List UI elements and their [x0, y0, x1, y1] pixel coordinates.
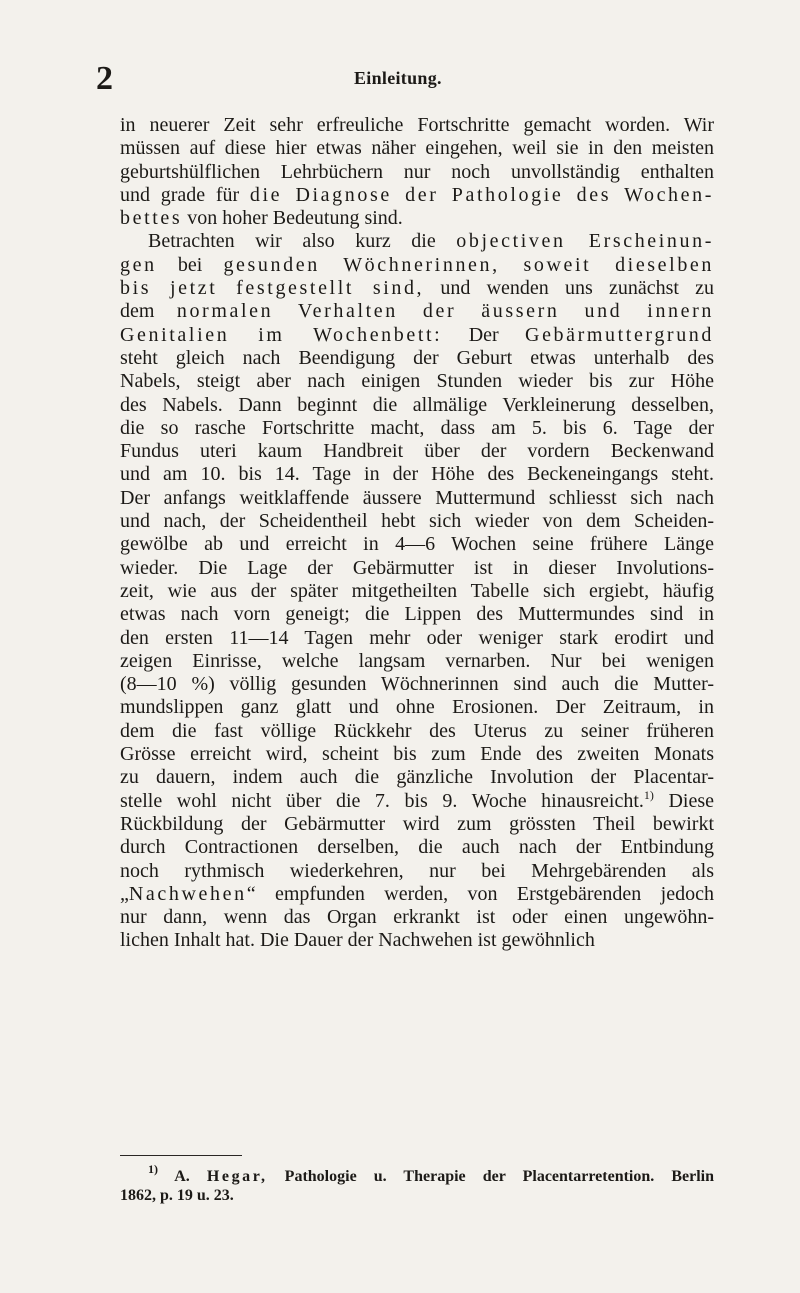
- text-line: [120, 137, 714, 160]
- text-segment: und wenden uns zunächst zu: [424, 277, 714, 300]
- text-segment: A.: [158, 1168, 207, 1185]
- text-segment: gewölbe ab und erreicht in 4—6 Wochen seine frühere Länge: [120, 533, 714, 556]
- text-line: [120, 696, 714, 719]
- text-line: [120, 487, 714, 510]
- text-line: [120, 417, 714, 440]
- text-line: [120, 836, 714, 859]
- text-segment: zeit, wie aus der später mitgetheilten Tabelle sich ergiebt, häufig: [120, 579, 714, 602]
- text-segment: zeigen Einrisse, welche langsam vernarben. Nur bei wenigen: [120, 649, 714, 672]
- text-segment: und nach, der Scheidentheil hebt sich wieder von dem Scheiden-: [120, 510, 714, 533]
- text-segment: Der anfangs weitklaffende äussere Muttermund schliesst sich nach: [120, 486, 714, 509]
- text-line: [120, 906, 714, 929]
- text-line: [120, 720, 714, 743]
- running-head: Einleitung.: [354, 68, 442, 88]
- text-line: [120, 673, 714, 696]
- paragraph: [120, 114, 714, 230]
- emphasis-text: Genitalien im Wochenbett:: [120, 323, 443, 346]
- text-line: [120, 463, 714, 486]
- text-line: [120, 787, 714, 813]
- text-line: [120, 813, 714, 836]
- text-segment: bei: [156, 253, 224, 276]
- text-line: [120, 440, 714, 463]
- emphasis-text: objectiven Erscheinun-: [456, 230, 714, 253]
- text-segment: stelle wohl nicht über die 7. bis 9. Woche hinausreicht.: [120, 789, 644, 812]
- text-line: [120, 766, 714, 789]
- text-line: [120, 603, 714, 626]
- footnote-line: [120, 1187, 714, 1206]
- text-segment: etwas nach vorn geneigt; die Lippen des Muttermundes sind in: [120, 603, 714, 626]
- text-segment: den ersten 11—14 Tagen mehr oder weniger stark erodirt und: [120, 626, 714, 649]
- text-line: [120, 860, 714, 883]
- text-segment: “ empfunden werden, von Erstgebärenden jedoch: [246, 882, 714, 905]
- text-line: [120, 207, 714, 230]
- text-segment: dem die fast völlige Rückkehr des Uterus zu seiner früheren: [120, 719, 714, 742]
- text-segment: nur dann, wenn das Organ erkrankt ist oder einen ungewöhn-: [120, 906, 714, 929]
- text-segment: steht gleich nach Beendigung der Geburt etwas unterhalb des: [120, 346, 714, 369]
- emphasis-text: gesunden Wöchnerinnen, soweit dieselben: [223, 253, 714, 276]
- emphasis-text: Nachwehen: [128, 882, 247, 905]
- text-line: [120, 277, 714, 300]
- text-line: [120, 533, 714, 556]
- emphasis-text: Hegar,: [206, 1168, 268, 1185]
- page-header: [0, 60, 800, 97]
- text-segment: Grösse erreicht wird, scheint bis zum Ende des zweiten Monats: [120, 743, 714, 766]
- text-segment: „: [120, 882, 129, 905]
- text-segment: 1862, p. 19 u. 23.: [120, 1186, 234, 1204]
- emphasis-text: bis jetzt festgestellt sind,: [120, 277, 425, 300]
- text-segment: müssen auf diese hier etwas näher eingehen, weil sie in den meisten: [120, 137, 714, 160]
- text-line: [120, 370, 714, 393]
- text-line: [120, 627, 714, 650]
- footnote-divider: [120, 1155, 242, 1156]
- emphasis-text: Gebärmuttergrund: [525, 323, 714, 346]
- text-line: [120, 650, 714, 673]
- text-line: [120, 883, 714, 906]
- text-line: [120, 230, 714, 253]
- text-segment: Betrachten wir also kurz die: [148, 230, 457, 253]
- text-segment: und grade für: [120, 183, 250, 206]
- text-segment: lichen Inhalt hat. Die Dauer der Nachwehen ist gewöhnlich: [120, 929, 595, 952]
- text-line: [120, 929, 714, 952]
- text-segment: die so rasche Fortschritte macht, dass am 5. bis 6. Tage der: [120, 416, 714, 439]
- text-line: [120, 743, 714, 766]
- emphasis-text: bettes: [120, 207, 183, 230]
- text-segment: des Nabels. Dann beginnt die allmälige Verkleinerung desselben,: [120, 393, 714, 416]
- text-line: [120, 184, 714, 207]
- footnote-marker: 1): [148, 1162, 158, 1176]
- body-text: [120, 114, 714, 953]
- text-segment: mundslippen ganz glatt und ohne Erosionen. Der Zeitraum, in: [120, 696, 714, 719]
- text-segment: und am 10. bis 14. Tage in der Höhe des Beckeneingangs steht.: [120, 463, 714, 486]
- text-segment: Fundus uteri kaum Handbreit über der vordern Beckenwand: [120, 440, 714, 463]
- text-segment: durch Contractionen derselben, die auch nach der Entbindung: [120, 836, 714, 859]
- text-line: [120, 254, 714, 277]
- emphasis-text: gen: [120, 253, 157, 276]
- footnote-line: [120, 1162, 715, 1187]
- text-line: [120, 394, 714, 417]
- text-line: [120, 510, 714, 533]
- page-number: 2: [96, 60, 113, 97]
- emphasis-text: normalen Verhalten der äussern und innern: [176, 300, 714, 323]
- text-line: [120, 557, 714, 580]
- text-segment: Pathologie u. Therapie der Placentarretention. Berlin: [267, 1168, 715, 1185]
- text-segment: geburtshülflichen Lehrbüchern nur noch unvollständig enthalten: [120, 160, 714, 183]
- footnote-marker: 1): [643, 787, 654, 802]
- text-segment: Nabels, steigt aber nach einigen Stunden wieder bis zur Höhe: [120, 370, 714, 393]
- text-segment: (8—10 %) völlig gesunden Wöchnerinnen sind auch die Mutter-: [120, 673, 714, 696]
- text-segment: dem: [120, 300, 177, 323]
- text-line: [120, 580, 714, 603]
- text-segment: in neuerer Zeit sehr erfreuliche Fortschritte gemacht worden. Wir: [120, 114, 714, 136]
- text-line: [120, 347, 714, 370]
- text-segment: von hoher Bedeutung sind.: [182, 207, 403, 230]
- text-segment: Der: [442, 323, 526, 346]
- emphasis-text: die Diagnose der Pathologie des Wochen-: [249, 183, 714, 206]
- text-line: [120, 161, 714, 184]
- footnote: [120, 1162, 715, 1205]
- text-segment: Diese: [653, 789, 714, 812]
- text-segment: zu dauern, indem auch die gänzliche Involution der Placentar-: [120, 766, 714, 789]
- text-line: [120, 324, 714, 347]
- text-line: [120, 114, 714, 137]
- paragraph: [120, 230, 714, 952]
- text-segment: noch rythmisch wiederkehren, nur bei Mehrgebärenden als: [120, 859, 714, 882]
- text-segment: Rückbildung der Gebärmutter wird zum grössten Theil bewirkt: [120, 812, 714, 835]
- text-line: [120, 300, 714, 323]
- text-segment: wieder. Die Lage der Gebärmutter ist in dieser Involutions-: [120, 556, 714, 579]
